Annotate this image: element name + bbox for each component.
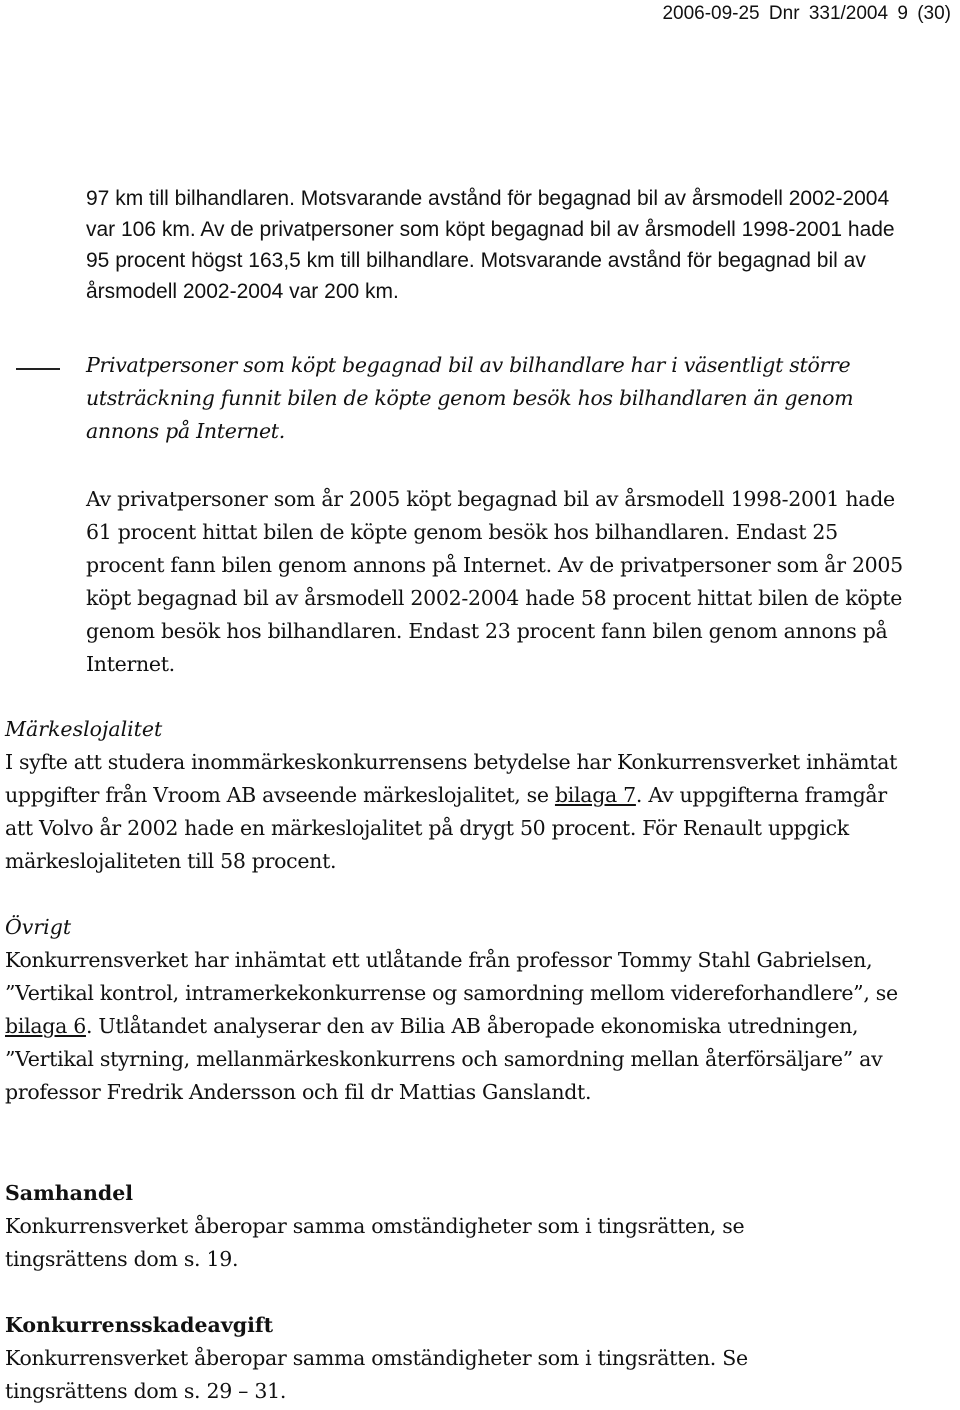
ovrigt-text-start: Konkurrensverket har inhämtat ett utlåtande från professor Tommy Stahl Gabrielsen, ”Vertikal kontrol, intramerkekonkurrense og samordning mellom videreforhandlere”, se [5,948,898,1005]
bilaga-7-link[interactable]: bilaga 7 [554,783,636,807]
section-markeslojalitet [5,713,905,878]
header-page-number: 9 (30) [897,3,951,24]
bilaga-6-link[interactable]: bilaga 6 [5,1014,86,1038]
section-konkurrensskadeavgift [5,1309,845,1408]
bullet-text: Privatpersoner som köpt begagnad bil av bilhandlare har i väsentligt större utsträckning funnit bilen de köpte genom besök hos bilhandlaren än genom annons på Internet. [86,353,854,443]
section-heading-ovrigt: Övrigt [5,915,72,939]
samhandel-text: Konkurrensverket åberopar samma omständigheter som i tingsrätten, se tingsrättens dom s. 19. [5,1214,745,1271]
page-header [662,3,951,25]
header-date: 2006-09-25 [662,3,760,24]
section-heading-markeslojalitet: Märkeslojalitet [5,717,163,741]
ovrigt-text [5,944,905,1109]
section-heading-konkurrensskadeavgift: Konkurrensskadeavgift [5,1313,274,1337]
bullet-paragraph [86,349,876,448]
section-samhandel [5,1177,845,1276]
konkurrensskadeavgift-text: Konkurrensverket åberopar samma omständigheter som i tingsrätten. Se tingsrättens dom s. 29 – 31. [5,1346,748,1403]
bullet-dash [16,368,60,370]
header-reference: Dnr 331/2004 [768,3,889,24]
internet-paragraph [86,483,916,681]
ovrigt-text-end: . Utlåtandet analyserar den av Bilia AB åberopade ekonomiska utredningen, ”Vertikal styrning, mellanmärkeskonkurrens och samordning mellan återförsäljare” av professor Fredrik Andersson och fil dr Mattias Ganslandt. [5,1014,883,1104]
distance-text: 97 km till bilhandlaren. Motsvarande avstånd för begagnad bil av årsmodell 2002-2004 var 106 km. Av de privatpersoner som köpt begagnad bil av årsmodell 1998-2001 hade 95 procent högst 163,5 km till bilhandlare. Motsvarande avstånd för begagnad bil av årsmodell 2002-2004 var 200 km. [86,187,895,303]
markeslojalitet-text [5,746,905,878]
distance-paragraph [86,183,916,307]
markeslojalitet-text-start: I syfte att studera inommärkeskonkurrensens betydelse har Konkurrensverket inhämtat uppgifter från Vroom AB avseende märkeslojalitet, se [5,750,898,807]
markeslojalitet-text-end: . Av uppgifterna framgår att Volvo år 2002 hade en märkeslojalitet på drygt 50 procent. För Renault uppgick märkeslojaliteten till 58 procent. [5,783,887,873]
section-ovrigt [5,911,905,1109]
section-heading-samhandel: Samhandel [5,1181,134,1205]
internet-text: Av privatpersoner som år 2005 köpt begagnad bil av årsmodell 1998-2001 hade 61 procent hittat bilen de köpte genom besök hos bilhandlaren. Endast 25 procent fann bilen genom annons på Internet. Av de privatpersoner som år 2005 köpt begagnad bil av årsmodell 2002-2004 hade 58 procent hittat bilen de köpte genom besök hos bilhandlaren. Endast 23 procent fann bilen genom annons på Internet. [86,487,903,676]
